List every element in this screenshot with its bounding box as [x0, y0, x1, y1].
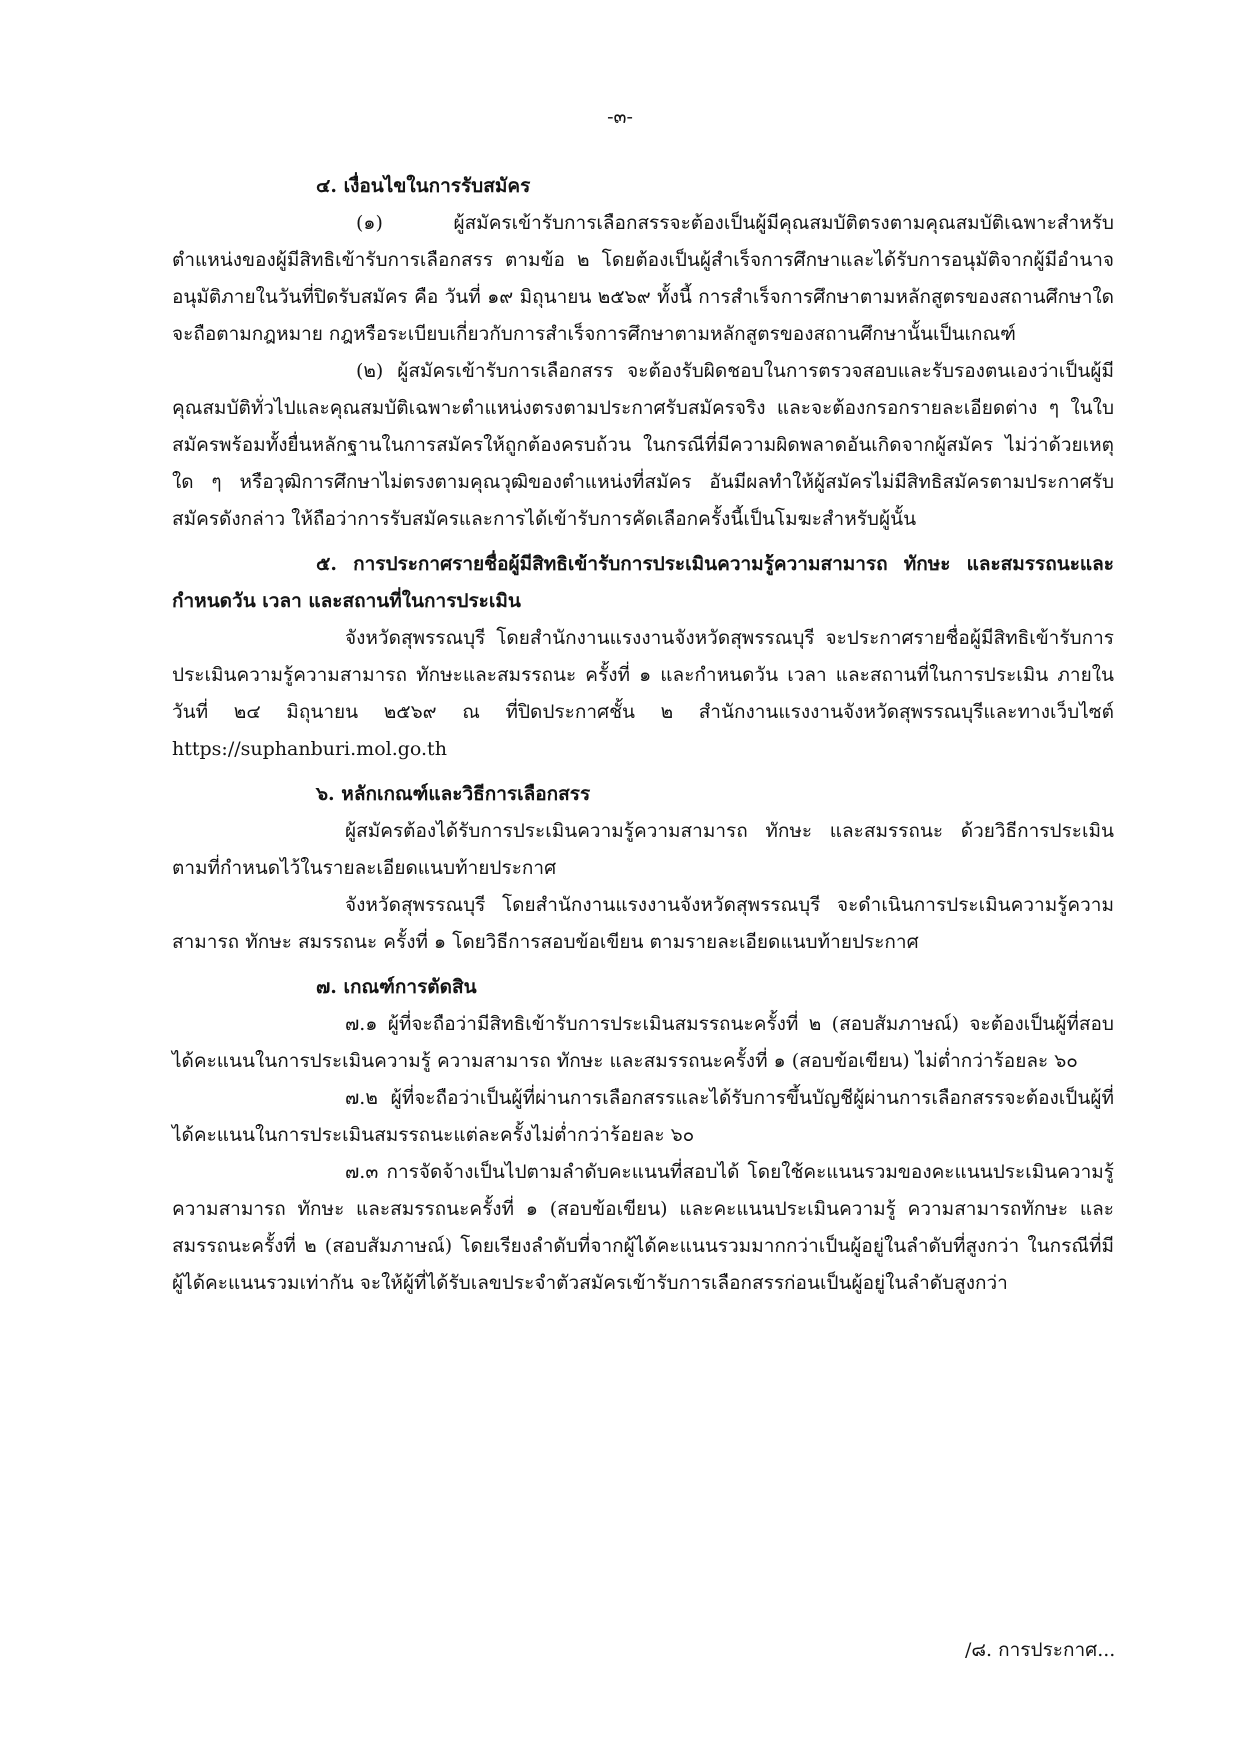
section-4-heading: ๔. เงื่อนไขในการรับสมัคร [316, 175, 531, 197]
section-6-heading: ๖. หลักเกณฑ์และวิธีการเลือกสรร [316, 783, 591, 805]
section-7-heading: ๗. เกณฑ์การตัดสิน [316, 976, 477, 998]
section-7-paragraph-2: ๗.๒ ผู้ที่จะถือว่าเป็นผู้ที่ผ่านการเลือกสรรและได้รับการขึ้นบัญชีผู้ผ่านการเลือกสรรจะต้องเป็นผู้ที่ได้คะแนนในการประเมินสมรรถนะแต่ละครั้งไม่ต่ำกว่าร้อยละ ๖๐ [172, 1087, 1114, 1146]
section-7-paragraph-3: ๗.๓ การจัดจ้างเป็นไปตามลำดับคะแนนที่สอบได้ โดยใช้คะแนนรวมของคะแนนประเมินความรู้ ความสามารถ ทักษะ และสมรรถนะครั้งที่ ๑ (สอบข้อเขียน) และคะแนนประเมินความรู้ ความสามารถทักษะ และสมรรถนะครั้งที่ ๒ (สอบสัมภาษณ์) โดยเรียงลำดับที่จากผู้ได้คะแนนรวมมากกว่าเป็นผู้อยู่ในลำดับที่สูงกว่า ในกรณีที่มีผู้ได้คะแนนรวมเท่ากัน จะให้ผู้ที่ได้รับเลขประจำตัวสมัครเข้ารับการเลือกสรรก่อนเป็นผู้อยู่ในลำดับสูงกว่า [172, 1161, 1114, 1294]
section-4-paragraph-2: (๒) ผู้สมัครเข้ารับการเลือกสรร จะต้องรับผิดชอบในการตรวจสอบและรับรองตนเองว่าเป็นผู้มีคุณสมบัติทั่วไปและคุณสมบัติเฉพาะตำแหน่งตรงตามประกาศรับสมัครจริง และจะต้องกรอกรายละเอียดต่าง ๆ ในใบสมัครพร้อมทั้งยื่นหลักฐานในการสมัครให้ถูกต้องครบถ้วน ในกรณีที่มีความผิดพลาดอันเกิดจากผู้สมัคร ไม่ว่าด้วยเหตุใด ๆ หรือวุฒิการศึกษาไม่ตรงตามคุณวุฒิของตำแหน่งที่สมัคร อันมีผลทำให้ผู้สมัครไม่มีสิทธิสมัครตามประกาศรับสมัครดังกล่าว ให้ถือว่าการรับสมัครและการได้เข้ารับการคัดเลือกครั้งนี้เป็นโมฆะสำหรับผู้นั้น [172, 360, 1114, 530]
section-4 [172, 168, 1114, 538]
section-6-paragraph-2: จังหวัดสุพรรณบุรี โดยสำนักงานแรงงานจังหวัดสุพรรณบุรี จะดำเนินการประเมินความรู้ความสามารถ ทักษะ สมรรถนะ ครั้งที่ ๑ โดยวิธีการสอบข้อเขียน ตามรายละเอียดแนบท้ายประกาศ [172, 894, 1114, 953]
section-4-paragraph-1: (๑) ผู้สมัครเข้ารับการเลือกสรรจะต้องเป็นผู้มีคุณสมบัติตรงตามคุณสมบัติเฉพาะสำหรับตำแหน่งของผู้มีสิทธิเข้ารับการเลือกสรร ตามข้อ ๒ โดยต้องเป็นผู้สำเร็จการศึกษาและได้รับการอนุมัติจากผู้มีอำนาจอนุมัติภายในวันที่ปิดรับสมัคร คือ วันที่ ๑๙ มิถุนายน ๒๕๖๙ ทั้งนี้ การสำเร็จการศึกษาตามหลักสูตรของสถานศึกษาใดจะถือตามกฎหมาย กฎหรือระเบียบเกี่ยวกับการสำเร็จการศึกษาตามหลักสูตรของสถานศึกษานั้นเป็นเกณฑ์ [172, 212, 1114, 345]
continuation-note: /๘. การประกาศ... [965, 1639, 1116, 1661]
section-5-paragraph-1: จังหวัดสุพรรณบุรี โดยสำนักงานแรงงานจังหวัดสุพรรณบุรี จะประกาศรายชื่อผู้มีสิทธิเข้ารับการประเมินความรู้ความสามารถ ทักษะและสมรรถนะ ครั้งที่ ๑ และกำหนดวัน เวลา และสถานที่ในการประเมิน ภายในวันที่ ๒๔ มิถุนายน ๒๕๖๙ ณ ที่ปิดประกาศชั้น ๒ สำนักงานแรงงานจังหวัดสุพรรณบุรีและทางเว็บไซต์ https://suphanburi.mol.go.th [172, 627, 1114, 760]
section-5 [172, 546, 1114, 768]
section-7 [172, 969, 1114, 1302]
document-body [172, 168, 1114, 1302]
section-7-paragraph-1: ๗.๑ ผู้ที่จะถือว่ามีสิทธิเข้ารับการประเมินสมรรถนะครั้งที่ ๒ (สอบสัมภาษณ์) จะต้องเป็นผู้ที่สอบได้คะแนนในการประเมินความรู้ ความสามารถ ทักษะ และสมรรถนะครั้งที่ ๑ (สอบข้อเขียน) ไม่ต่ำกว่าร้อยละ ๖๐ [172, 1013, 1114, 1072]
section-5-heading: ๕. การประกาศรายชื่อผู้มีสิทธิเข้ารับการประเมินความรู้ความสามารถ ทักษะ และสมรรถนะและกำหนดวัน เวลา และสถานที่ในการประเมิน [172, 553, 1114, 612]
page-number: -๓- [607, 106, 633, 128]
section-6-paragraph-1: ผู้สมัครต้องได้รับการประเมินความรู้ความสามารถ ทักษะ และสมรรถนะ ด้วยวิธีการประเมินตามที่กำหนดไว้ในรายละเอียดแนบท้ายประกาศ [172, 820, 1114, 879]
section-6 [172, 776, 1114, 961]
